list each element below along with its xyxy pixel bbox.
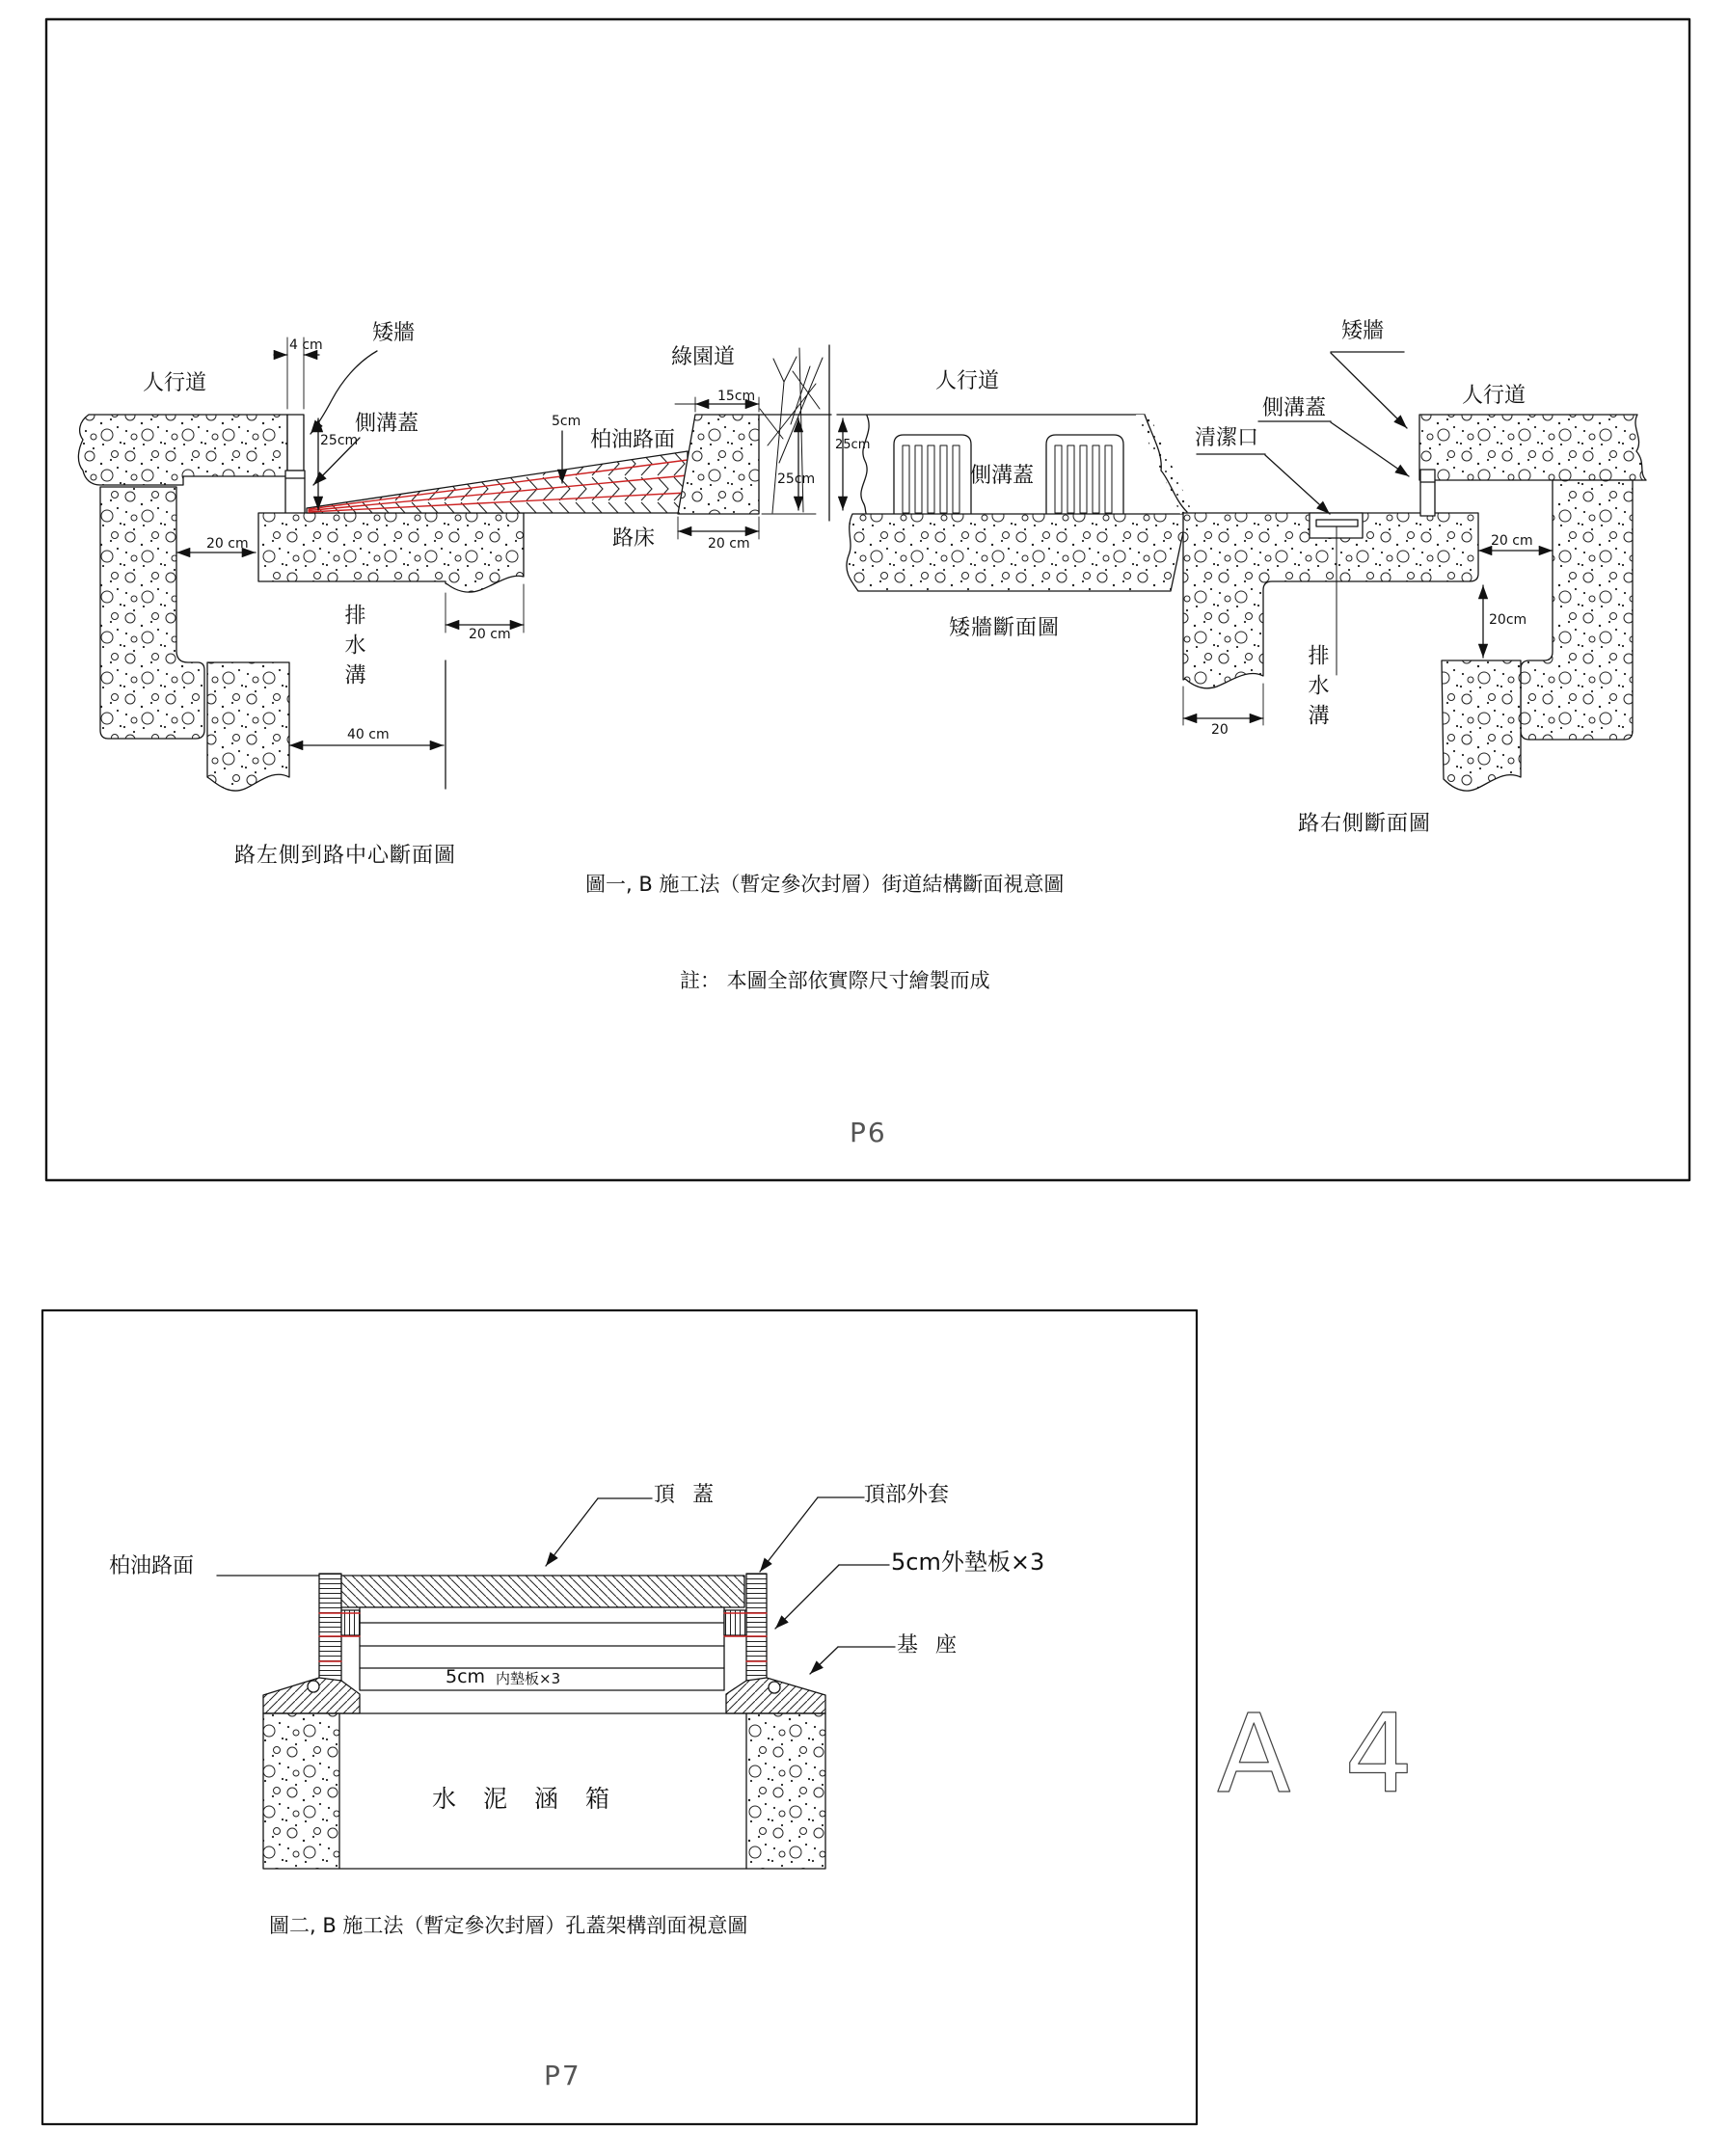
figure1-caption: 圖一, B 施工法（暫定參次封層）街道結構斷面視意圖 xyxy=(585,873,1065,896)
dim-channel: 20 cm xyxy=(206,536,249,552)
fig2-culvert-label: 水泥涵箱 xyxy=(432,1785,637,1813)
dim-base-step: 20 cm xyxy=(469,627,511,642)
right-section-caption: 路右側斷面圖 xyxy=(1298,812,1432,836)
right-dim-wall: 20 xyxy=(1211,722,1229,738)
left-low-wall-label: 矮牆 xyxy=(372,321,416,345)
wall-band xyxy=(847,514,1187,591)
broken-edge-dots xyxy=(1136,415,1192,514)
mid-section-caption: 矮牆斷面圖 xyxy=(949,616,1061,640)
sheet-size-mark: A 4 xyxy=(1217,1692,1423,1818)
right-sidewalk-label: 人行道 xyxy=(1462,384,1526,408)
fig2-top-sleeve-label: 頂部外套 xyxy=(864,1483,950,1507)
dim-footing: 40 cm xyxy=(347,727,390,742)
fig2-inner-pads-label: 内墊板×3 xyxy=(496,1670,561,1687)
culvert-wall-right xyxy=(746,1713,825,1869)
hanging-column xyxy=(1442,660,1521,791)
break-wave xyxy=(861,416,869,513)
road-slab xyxy=(1183,513,1478,688)
dim-wall-height: 25cm xyxy=(320,433,359,448)
left-wall xyxy=(100,487,204,739)
right-wall xyxy=(1521,480,1633,740)
dim-wall-width: 4 cm xyxy=(289,337,323,353)
tree-sketch xyxy=(760,348,823,513)
figure2-caption: 圖二, B 施工法（暫定參次封層）孔蓋架構剖面視意圖 xyxy=(269,1914,748,1937)
figure1-note: 註： 本圖全部依實際尺寸繪製而成 xyxy=(680,969,990,992)
greenway-curb xyxy=(678,415,759,514)
dim-curb-top: 15cm xyxy=(717,389,756,404)
left-sidewalk-label: 人行道 xyxy=(143,371,207,395)
right-dim-channel: 20 cm xyxy=(1491,533,1533,549)
page2-border xyxy=(42,1310,1197,2124)
mid-dim-height: 25cm xyxy=(835,438,871,452)
gutter-cover-box xyxy=(285,471,305,514)
page2-number: P7 xyxy=(544,2060,581,2091)
right-gutter-cover-label: 側溝蓋 xyxy=(1262,396,1327,420)
cleanout-label: 清潔口 xyxy=(1195,426,1259,450)
fig2-outer-pads-label: 5cm外墊板×3 xyxy=(891,1549,1045,1576)
asphalt-label: 柏油路面 xyxy=(590,428,676,452)
cleanout-plate xyxy=(1316,520,1358,526)
left-gutter-cover-label: 側溝蓋 xyxy=(355,412,419,436)
fig2-inner-pads-dim: 5cm xyxy=(446,1666,486,1687)
page1-number: P6 xyxy=(850,1117,887,1148)
hanging-column xyxy=(207,662,289,791)
right-sleeve xyxy=(746,1574,767,1690)
fig1-left-section xyxy=(78,337,831,791)
sidewalk-slab xyxy=(78,415,287,485)
mid-sidewalk-label: 人行道 xyxy=(935,369,1000,393)
left-section-caption: 路左側到路中心斷面圖 xyxy=(234,844,457,868)
roadbed-label: 路床 xyxy=(612,526,656,551)
left-sleeve xyxy=(319,1574,341,1690)
left-drain-label: 排水溝 xyxy=(341,604,365,693)
top-cover-slab xyxy=(341,1576,744,1607)
road-base xyxy=(258,513,524,592)
right-drain-label: 排水溝 xyxy=(1305,644,1329,734)
greenway-label: 綠園道 xyxy=(671,345,736,369)
fig2-top-cover-label: 頂蓋 xyxy=(654,1483,732,1507)
mid-gutter-cover-label: 側溝蓋 xyxy=(970,464,1035,488)
fig2-base-label: 基座 xyxy=(897,1633,975,1657)
fig2-asphalt-label: 柏油路面 xyxy=(109,1554,195,1578)
sidewalk-slab xyxy=(1419,415,1646,480)
dim-curb-base: 20 cm xyxy=(708,536,750,552)
low-wall-strip xyxy=(1420,470,1435,516)
culvert-wall-left xyxy=(263,1713,339,1869)
page1-border xyxy=(46,19,1689,1180)
dim-curb-height: 25cm xyxy=(777,472,816,487)
right-low-wall-label: 矮牆 xyxy=(1341,319,1385,343)
fig1-right-section xyxy=(1183,352,1646,791)
right-dim-step: 20cm xyxy=(1489,612,1527,628)
asphalt-wedge xyxy=(307,451,688,513)
dim-asphalt: 5cm xyxy=(552,414,581,429)
fig1-middle-section xyxy=(837,415,1192,591)
low-wall-strip xyxy=(287,415,304,471)
